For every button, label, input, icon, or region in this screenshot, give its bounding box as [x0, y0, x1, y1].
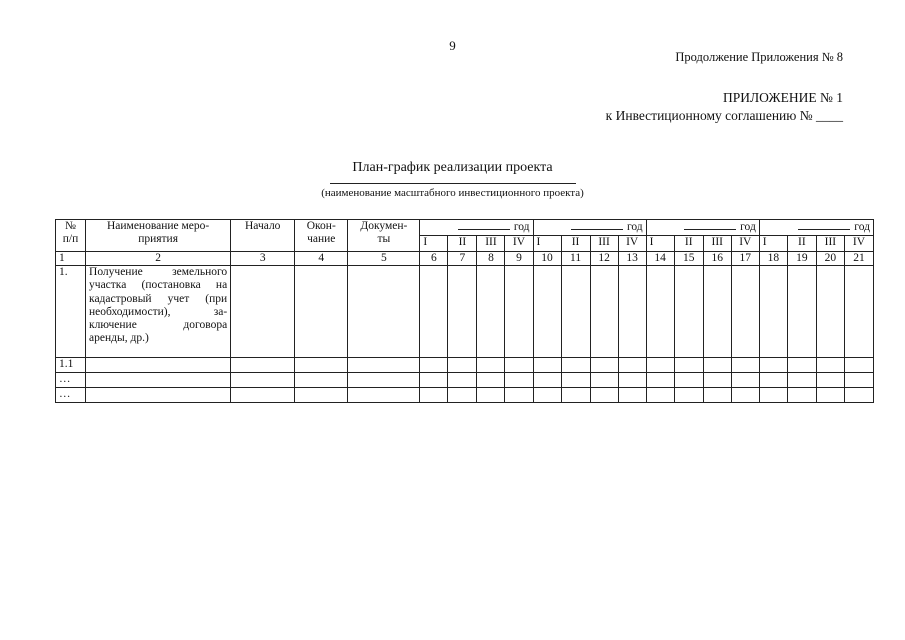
cell [561, 358, 590, 373]
cell [703, 373, 731, 388]
year-label: год [513, 221, 530, 233]
cell [505, 266, 533, 358]
column-number: 3 [231, 252, 295, 266]
header-num [56, 220, 86, 252]
row-activity [86, 266, 231, 358]
cell [505, 388, 533, 403]
table-row [56, 358, 874, 373]
page-number: 9 [449, 38, 456, 53]
column-number: 8 [477, 252, 505, 266]
cell [420, 373, 448, 388]
row-number: 1.1 [56, 358, 86, 373]
column-number: 17 [731, 252, 759, 266]
cell [477, 388, 505, 403]
cell [231, 388, 295, 403]
cell [759, 358, 787, 373]
activity-line: участка (постановка на [89, 279, 228, 292]
cell [86, 388, 231, 403]
header-end [295, 220, 348, 252]
schedule-table [55, 219, 874, 403]
cell [86, 358, 231, 373]
cell [477, 266, 505, 358]
cell [533, 358, 561, 373]
cell [844, 358, 873, 373]
column-number: 7 [448, 252, 477, 266]
cell [674, 358, 703, 373]
cell [348, 266, 420, 358]
cell [844, 388, 873, 403]
year-blank [684, 220, 736, 230]
cell [590, 373, 618, 388]
cell [646, 266, 674, 358]
column-number: 19 [787, 252, 816, 266]
year-blank [798, 220, 850, 230]
year-label: год [854, 221, 870, 233]
cell [533, 373, 561, 388]
column-number: 6 [420, 252, 448, 266]
cell [348, 358, 420, 373]
column-number: 10 [533, 252, 561, 266]
column-number: 2 [86, 252, 231, 266]
quarter-header: II [448, 236, 477, 252]
header-docs-line2: ты [377, 233, 391, 246]
continuation-note: Продолжение Приложения № 8 [675, 50, 843, 64]
quarter-header: III [816, 236, 844, 252]
cell [787, 373, 816, 388]
quarter-header: I [420, 236, 448, 252]
cell [231, 373, 295, 388]
cell [731, 358, 759, 373]
column-number: 21 [844, 252, 873, 266]
year-label: год [626, 221, 643, 233]
quarter-header: II [561, 236, 590, 252]
cell [759, 388, 787, 403]
header-num-line1: № [65, 220, 76, 232]
cell [561, 373, 590, 388]
header-name [86, 220, 231, 252]
activity-line: кадастровый учет (при [89, 292, 228, 305]
cell [561, 388, 590, 403]
cell [590, 388, 618, 403]
cell [787, 266, 816, 358]
cell [703, 388, 731, 403]
quarter-header: III [477, 236, 505, 252]
activity-line: ключение договора [89, 319, 228, 332]
cell [674, 373, 703, 388]
cell [348, 388, 420, 403]
cell [448, 266, 477, 358]
activity-line: Получение земельного [89, 266, 228, 279]
activity-line: аренды, др.) [89, 332, 149, 345]
cell [646, 388, 674, 403]
cell [787, 388, 816, 403]
cell [674, 388, 703, 403]
column-number: 1 [56, 252, 86, 266]
header-year-1 [420, 220, 533, 236]
quarter-header: III [590, 236, 618, 252]
column-number: 9 [505, 252, 533, 266]
cell [86, 373, 231, 388]
cell [674, 266, 703, 358]
quarter-header: II [787, 236, 816, 252]
header-start: Начало [231, 220, 295, 252]
header-end-line2: чание [307, 233, 336, 246]
cell [533, 266, 561, 358]
header-docs [348, 220, 420, 252]
cell [646, 373, 674, 388]
cell [448, 388, 477, 403]
cell [703, 266, 731, 358]
cell [448, 358, 477, 373]
quarter-header: II [674, 236, 703, 252]
cell [787, 358, 816, 373]
cell [759, 266, 787, 358]
cell [816, 388, 844, 403]
table-row [56, 266, 874, 358]
quarter-header: I [533, 236, 561, 252]
column-number: 13 [618, 252, 646, 266]
column-number: 11 [561, 252, 590, 266]
header-year-3 [646, 220, 759, 236]
quarter-header: IV [505, 236, 533, 252]
year-label: год [740, 221, 756, 233]
cell [420, 388, 448, 403]
header-docs-line1: Докумен- [360, 220, 408, 232]
cell [844, 266, 873, 358]
row-number: … [56, 388, 86, 403]
column-number: 12 [590, 252, 618, 266]
cell [477, 373, 505, 388]
header-end-line1: Окон- [306, 220, 336, 232]
column-number: 15 [674, 252, 703, 266]
cell [533, 388, 561, 403]
cell [448, 373, 477, 388]
cell [295, 358, 348, 373]
column-number: 5 [348, 252, 420, 266]
cell [561, 266, 590, 358]
column-number: 20 [816, 252, 844, 266]
cell [816, 358, 844, 373]
cell [731, 388, 759, 403]
column-number: 14 [646, 252, 674, 266]
column-number: 18 [759, 252, 787, 266]
cell [816, 266, 844, 358]
quarter-header: I [759, 236, 787, 252]
header-name-line1: Наименование меро- [106, 220, 210, 232]
table-row [56, 373, 874, 388]
appendix-title: ПРИЛОЖЕНИЕ № 1 [722, 90, 843, 105]
header-year-4 [759, 220, 873, 236]
quarter-header: IV [618, 236, 646, 252]
cell [231, 266, 295, 358]
cell [590, 358, 618, 373]
cell [231, 358, 295, 373]
row-number: … [56, 373, 86, 388]
cell [590, 266, 618, 358]
cell [295, 266, 348, 358]
cell [420, 358, 448, 373]
cell [505, 358, 533, 373]
cell [731, 266, 759, 358]
cell [646, 358, 674, 373]
cell [420, 266, 448, 358]
quarter-header: IV [731, 236, 759, 252]
cell [816, 373, 844, 388]
row-number: 1. [56, 266, 86, 358]
cell [618, 266, 646, 358]
quarter-header: I [646, 236, 674, 252]
year-blank [458, 220, 510, 230]
appendix-subtitle: к Инвестиционному соглашению № ____ [605, 108, 843, 123]
cell [477, 358, 505, 373]
column-number: 4 [295, 252, 348, 266]
cell [505, 373, 533, 388]
cell [844, 373, 873, 388]
cell [348, 373, 420, 388]
cell [295, 388, 348, 403]
column-number: 16 [703, 252, 731, 266]
header-num-line2: п/п [62, 233, 79, 246]
cell [618, 358, 646, 373]
cell [295, 373, 348, 388]
activity-line: необходимости), за- [89, 305, 228, 318]
header-name-line2: приятия [138, 233, 179, 246]
cell [731, 373, 759, 388]
header-year-2 [533, 220, 646, 236]
quarter-header: III [703, 236, 731, 252]
title-underline [330, 183, 576, 184]
cell [618, 388, 646, 403]
year-blank [571, 220, 623, 230]
cell [703, 358, 731, 373]
cell [618, 373, 646, 388]
cell [759, 373, 787, 388]
project-name-caption: (наименование масштабного инвестиционного проекта) [321, 187, 584, 199]
quarter-header: IV [844, 236, 873, 252]
table-row [56, 388, 874, 403]
plan-title: План-график реализации проекта [352, 160, 553, 175]
